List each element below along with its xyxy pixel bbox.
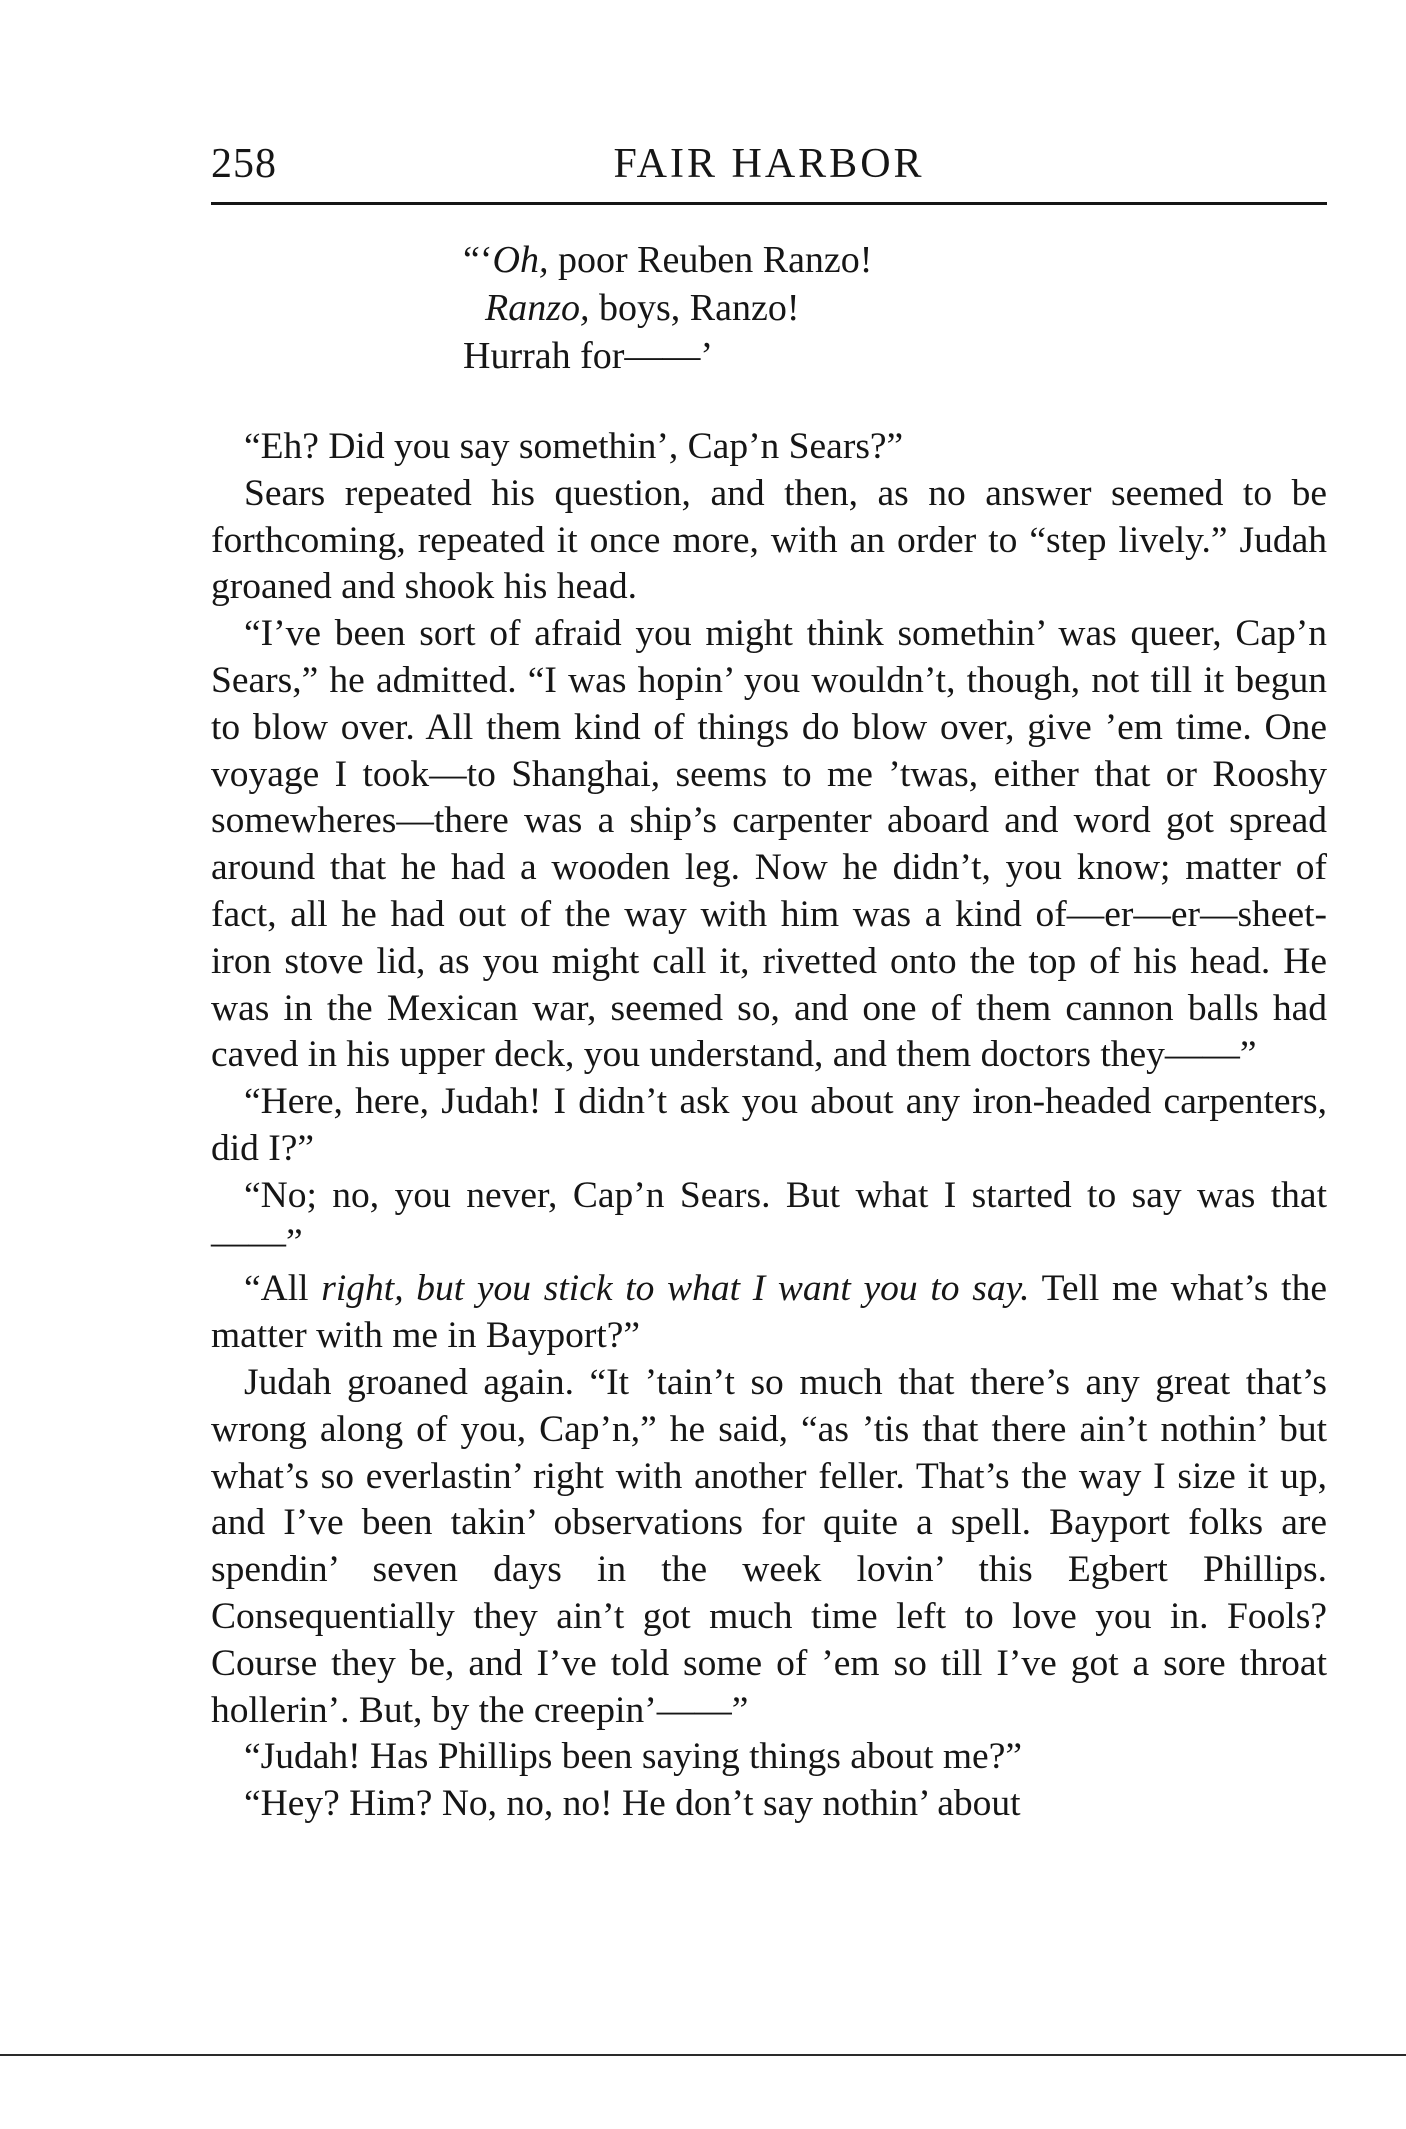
verse-line-3: Hurrah for——’: [463, 335, 714, 377]
paragraph: “Eh? Did you say somethin’, Cap’n Sears?”: [244, 426, 904, 467]
body-text: [211, 424, 1327, 1828]
verse-line-2: Ranzo, boys, Ranzo!: [485, 287, 800, 329]
paragraph: Sears repeated his question, and then, as no answer seemed to be forthcoming, repeated it once more, with an order to “step lively.” Judah groaned and shook his head.: [211, 472, 1327, 608]
paragraph: “All right, but you stick to what I want you to say. Tell me what’s the matter with me in Bayport?”: [211, 1268, 1327, 1357]
running-title: FAIR HARBOR: [613, 141, 925, 187]
header-rule: [211, 202, 1327, 205]
page-header: [211, 140, 1327, 198]
scan-edge-line: [0, 2054, 1406, 2056]
page-number: 258: [211, 141, 277, 187]
paragraph: “Hey? Him? No, no, no! He don’t say nothin’ about: [244, 1783, 1021, 1825]
paragraph: “Here, here, Judah! I didn’t ask you about any iron-headed carpenters, did I?”: [211, 1081, 1327, 1169]
paragraph: “No; no, you never, Cap’n Sears. But what I started to say was that——”: [211, 1174, 1327, 1263]
paragraph: “Judah! Has Phillips been saying things about me?”: [244, 1736, 1022, 1778]
verse-line-1: “‘Oh, poor Reuben Ranzo!: [463, 239, 873, 281]
paragraph: Judah groaned again. “It ’tain’t so much that there’s any great that’s wrong along of you, Cap’n,” he said, “as ’tis that there ain’t nothin’ but what’s so everlastin’ right with another feller. That’s the way I size it up, and I’ve been takin’ observations for quite a spell. Bayport folks are spendin’ seven days in the week lovin’ this Egbert Phillips. Consequentially they ain’t got much time left to love you in. Fools? Course they be, and I’ve told some of ’em so till I’ve got a sore throat hollerin’. But, by the creepin’——”: [211, 1361, 1327, 1731]
paragraph: “I’ve been sort of afraid you might think somethin’ was queer, Cap’n Sears,” he admitted. “I was hopin’ you wouldn’t, though, not till it begun to blow over. All them kind of things do blow over, give ’em time. One voyage I took—to Shanghai, seems to me ’twas, either that or Rooshy somewheres—there was a ship’s carpenter aboard and word got spread around that he had a wooden leg. Now he didn’t, you know; matter of fact, all he had out of the way with him was a kind of—er—er—sheet-iron stove lid, as you might call it, rivetted onto the top of his head. He was in the Mexican war, seemed so, and one of them cannon balls had caved in his upper deck, you understand, and them doctors they——”: [211, 613, 1327, 1076]
song-verse: [463, 236, 872, 380]
